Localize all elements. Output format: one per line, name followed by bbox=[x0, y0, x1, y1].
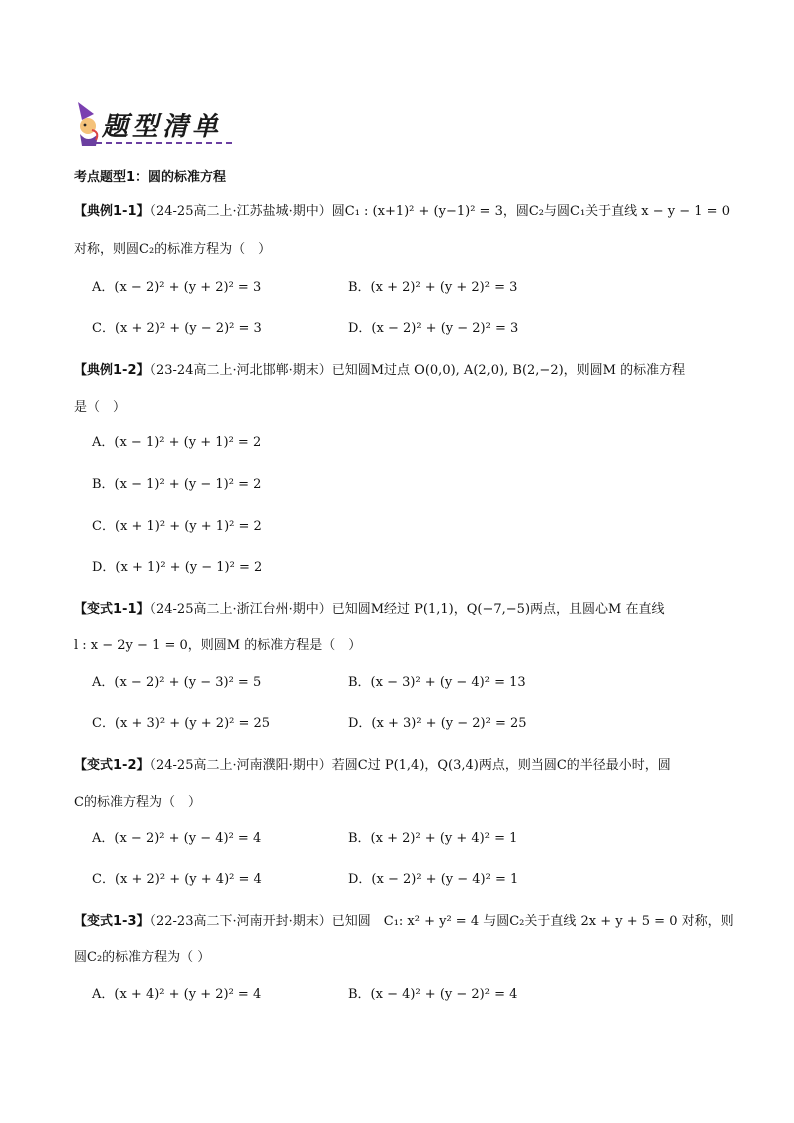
option-c[interactable]: C．(x + 2)² + (y + 4)² = 4 bbox=[92, 872, 262, 887]
question-text: （23-24高二上·河北邯郸·期末）已知圆M过点 O(0,0), A(2,0), B(2,−2)，则圆M 的标准方程 bbox=[149, 363, 686, 378]
section-title: 考点题型1：圆的标准方程 bbox=[74, 170, 227, 185]
option-c[interactable]: C．(x + 2)² + (y − 2)² = 3 bbox=[92, 321, 262, 336]
question-line bbox=[74, 598, 664, 617]
option-b[interactable]: B．(x − 3)² + (y − 4)² = 13 bbox=[348, 675, 526, 690]
question-tag: 【典例1-1】 bbox=[74, 204, 150, 219]
question-text: （24-25高二上·江苏盐城·期中）圆C₁ : (x+1)² + (y−1)² = 3，圆C₂与圆C₁关于直线 x − y − 1 = 0 bbox=[149, 204, 730, 219]
option-a[interactable]: A．(x + 4)² + (y + 2)² = 4 bbox=[92, 987, 262, 1002]
option-c[interactable]: C．(x + 1)² + (y + 1)² = 2 bbox=[92, 519, 262, 534]
question-tag: 【变式1-3】 bbox=[74, 914, 150, 929]
option-d[interactable]: D．(x + 1)² + (y − 1)² = 2 bbox=[92, 560, 263, 575]
question-text: （22-23高二下·河南开封·期末）已知圆 C₁: x² + y² = 4 与圆C₂关于直线 2x + y + 5 = 0 对称，则 bbox=[149, 914, 734, 929]
option-b[interactable]: B．(x + 2)² + (y + 2)² = 3 bbox=[348, 280, 518, 295]
question-line: 是（ ） bbox=[74, 400, 127, 415]
option-c[interactable]: C．(x + 3)² + (y + 2)² = 25 bbox=[92, 716, 271, 731]
option-b[interactable]: B．(x + 2)² + (y + 4)² = 1 bbox=[348, 831, 518, 846]
question-line: C的标准方程为（ ） bbox=[74, 795, 201, 810]
section-banner bbox=[74, 100, 244, 150]
question-line bbox=[74, 200, 730, 219]
question-tag: 【变式1-2】 bbox=[74, 758, 150, 773]
option-d[interactable]: D．(x + 3)² + (y − 2)² = 25 bbox=[348, 716, 527, 731]
question-text: （24-25高二上·河南濮阳·期中）若圆C过 P(1,4)，Q(3,4)两点，则当圆C的半径最小时，圆 bbox=[149, 758, 671, 773]
question-line: l : x − 2y − 1 = 0，则圆M 的标准方程是（ ） bbox=[74, 638, 362, 653]
question-line bbox=[74, 359, 685, 378]
option-a[interactable]: A．(x − 2)² + (y − 4)² = 4 bbox=[92, 831, 262, 846]
option-b[interactable]: B．(x − 1)² + (y − 1)² = 2 bbox=[92, 477, 262, 492]
option-a[interactable]: A．(x − 2)² + (y − 3)² = 5 bbox=[92, 675, 262, 690]
question-text: （24-25高二上·浙江台州·期中）已知圆M经过 P(1,1)，Q(−7,−5)两点，且圆心M 在直线 bbox=[149, 602, 665, 617]
question-tag: 【典例1-2】 bbox=[74, 363, 150, 378]
question-line bbox=[74, 754, 671, 773]
option-b[interactable]: B．(x − 4)² + (y − 2)² = 4 bbox=[348, 987, 518, 1002]
option-d[interactable]: D．(x − 2)² + (y − 2)² = 3 bbox=[348, 321, 519, 336]
option-a[interactable]: A．(x − 1)² + (y + 1)² = 2 bbox=[92, 435, 262, 450]
option-d[interactable]: D．(x − 2)² + (y − 4)² = 1 bbox=[348, 872, 519, 887]
question-line bbox=[74, 910, 734, 929]
question-line: 圆C₂的标准方程为（ ） bbox=[74, 950, 211, 965]
banner-divider bbox=[86, 142, 232, 144]
question-line: 对称，则圆C₂的标准方程为（ ） bbox=[74, 242, 272, 257]
question-tag: 【变式1-1】 bbox=[74, 602, 150, 617]
banner-title: 题型清单 bbox=[102, 112, 223, 142]
option-a[interactable]: A．(x − 2)² + (y + 2)² = 3 bbox=[92, 280, 262, 295]
